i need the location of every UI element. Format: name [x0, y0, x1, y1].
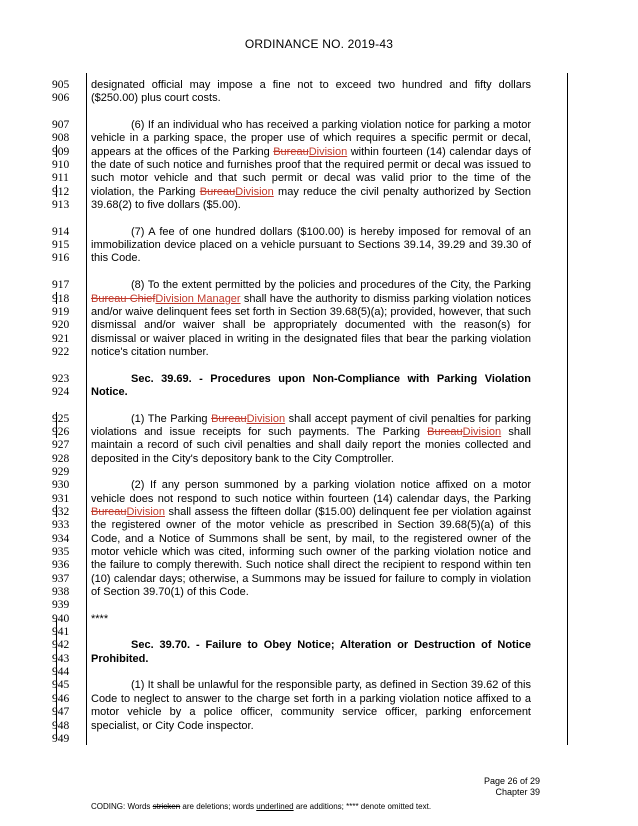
- line-number: 941: [52, 626, 70, 639]
- line-number: [52, 266, 80, 279]
- line-number: 908: [52, 132, 70, 145]
- stricken-example: stricken: [152, 802, 181, 811]
- line-number: [52, 212, 80, 225]
- line-number: 911: [52, 172, 69, 185]
- line-number: 912: [52, 185, 70, 198]
- paragraph: (6) If an individual who has received a parking violation notice for parking a motor vehicle in a parking space, the proper use of which requires a specific permit or decal, appears at the offices of the Parking BureauDivision within fourteen (14) calendar days of the date of such notice and furnishes proof that the required permit or decal was issued to such motor vehicle and that such permit or decal was valid prior to the time of the violation, the Parking BureauDivision may reduce the civil penalty authorized by Section 39.68(2) to five dollars ($5.00).: [91, 119, 532, 212]
- line-number: [52, 399, 80, 412]
- line-numbers: [52, 79, 80, 746]
- line-number: 938: [52, 586, 70, 599]
- coding-legend: CODING: Words stricken are deletions; words underlined are additions; **** denote omitted text.: [91, 802, 432, 811]
- page-footer: [484, 776, 540, 798]
- line-number: 949: [52, 732, 70, 745]
- line-number: 940: [52, 612, 70, 625]
- line-number: 928: [52, 452, 70, 465]
- line-number: 922: [52, 345, 70, 358]
- line-number: 915: [52, 239, 70, 252]
- inserted-text: Division: [308, 145, 348, 158]
- line-number: 931: [52, 492, 70, 505]
- paragraph: (8) To the extent permitted by the policies and procedures of the City, the Parking Bureau ChiefDivision Manager shall have the authority to dismiss parking violation notices and/or waive delinquent fees set forth in Section 39.68(5)(a); provided, however, that such dismissal and/or waiver shall be appropriately documented with the reason(s) for dismissal or waiver placed in writing in the designated files that bear the parking violation notice's citation number.: [91, 279, 531, 358]
- line-number: 946: [52, 692, 70, 705]
- left-margin-rule: [86, 73, 87, 745]
- line-number: 943: [52, 652, 70, 665]
- line-number: 921: [52, 332, 70, 345]
- line-number: 918: [52, 292, 70, 305]
- page-number: Page 26 of 29: [483, 776, 540, 786]
- line-number: 907: [52, 119, 70, 132]
- line-number: 939: [52, 599, 70, 612]
- inserted-text: Division: [235, 185, 274, 198]
- line-number: 909: [52, 145, 70, 158]
- inserted-text: Division: [126, 506, 165, 518]
- page-title: ORDINANCE NO. 2019-43: [244, 37, 394, 51]
- line-number: 925: [52, 412, 70, 425]
- section-heading: Sec. 39.69. - Procedures upon Non-Compliance with Parking Violation Notice.: [91, 372, 531, 398]
- deleted-text: Bureau Chief: [91, 292, 156, 305]
- line-number: 906: [52, 92, 70, 105]
- inserted-text: Division: [462, 425, 502, 438]
- line-number: 935: [52, 546, 70, 559]
- line-number: 945: [52, 679, 70, 692]
- line-number: 919: [52, 305, 70, 318]
- line-number: 944: [52, 666, 70, 679]
- paragraph: designated official may impose a fine not to exceed two hundred and fifty dollars ($250.00) plus court costs.: [91, 79, 531, 105]
- deleted-text: Bureau: [199, 185, 236, 198]
- deleted-text: Bureau: [91, 506, 127, 518]
- line-number: 936: [52, 559, 70, 572]
- section-heading: Sec. 39.70. - Failure to Obey Notice; Alteration or Destruction of Notice Prohibited.: [91, 639, 531, 665]
- line-number: 920: [52, 319, 70, 332]
- line-number: 914: [52, 225, 70, 238]
- line-number: 930: [52, 479, 70, 492]
- line-number: [52, 359, 80, 372]
- underlined-example: underlined: [256, 802, 294, 811]
- line-number: 926: [52, 425, 70, 438]
- line-number: 913: [52, 199, 70, 212]
- omitted-text-marker: ****: [91, 612, 109, 625]
- ordinance-body: [91, 79, 531, 733]
- paragraph: (1) The Parking BureauDivision shall accept payment of civil penalties for parking violations and issue receipts for such payments. The Parking BureauDivision shall maintain a record of such civil penalties and shall daily report the monies collected and deposited in the City's depository bank to the City Comptroller.: [91, 412, 532, 465]
- line-number: 927: [52, 439, 70, 452]
- inserted-text: Division Manager: [155, 292, 241, 305]
- paragraph: (7) A fee of one hundred dollars ($100.00) is hereby imposed for removal of an immobilization device placed on a vehicle pursuant to Sections 39.14, 39.29 and 39.30 of this Code.: [91, 225, 531, 265]
- deleted-text: Bureau: [427, 425, 463, 438]
- deleted-text: Bureau: [273, 145, 309, 158]
- line-number: 916: [52, 252, 70, 265]
- line-number: 942: [52, 639, 70, 652]
- right-margin-rule: [567, 73, 568, 745]
- inserted-text: Division: [246, 412, 286, 425]
- line-number: 933: [52, 519, 70, 532]
- line-number: 905: [52, 79, 70, 91]
- line-number: 948: [52, 719, 70, 732]
- line-number: 934: [52, 532, 70, 545]
- chapter-label: Chapter 39: [495, 787, 540, 797]
- line-number: 932: [52, 506, 70, 518]
- paragraph: (2) If any person summoned by a parking violation notice affixed on a motor vehicle does not respond to such notice within fourteen (14) calendar days, the Parking BureauDivision shall assess the fifteen dollar ($15.00) delinquent fee per violation against the registered owner of the motor vehicle as prescribed in Section 39.68(5)(a) of this Code, and a Notice of Summons shall be sent, by mail, to the registered owner of the motor vehicle which was cited, informing such owner of the parking violation notice and the failure to comply therewith. Such notice shall direct the recipient to respond within ten (10) calendar days; otherwise, a Summons may be issued for failure to comply in violation of Section 39.70(1) of this Code.: [91, 479, 531, 599]
- paragraph: (1) It shall be unlawful for the responsible party, as defined in Section 39.62 of this Code to neglect to answer to the charge set forth in a parking violation notice affixed to a motor vehicle by a police officer, community service officer, parking enforcement specialist, or City Code inspector.: [91, 679, 531, 732]
- line-number: 929: [52, 465, 70, 478]
- line-number: 937: [52, 572, 70, 585]
- line-number: 947: [52, 706, 70, 719]
- line-number: 917: [52, 279, 70, 292]
- line-number: [52, 106, 80, 119]
- line-number: 923: [52, 372, 70, 385]
- line-number: 924: [52, 385, 70, 398]
- deleted-text: Bureau: [211, 412, 247, 425]
- line-number: 910: [52, 159, 70, 172]
